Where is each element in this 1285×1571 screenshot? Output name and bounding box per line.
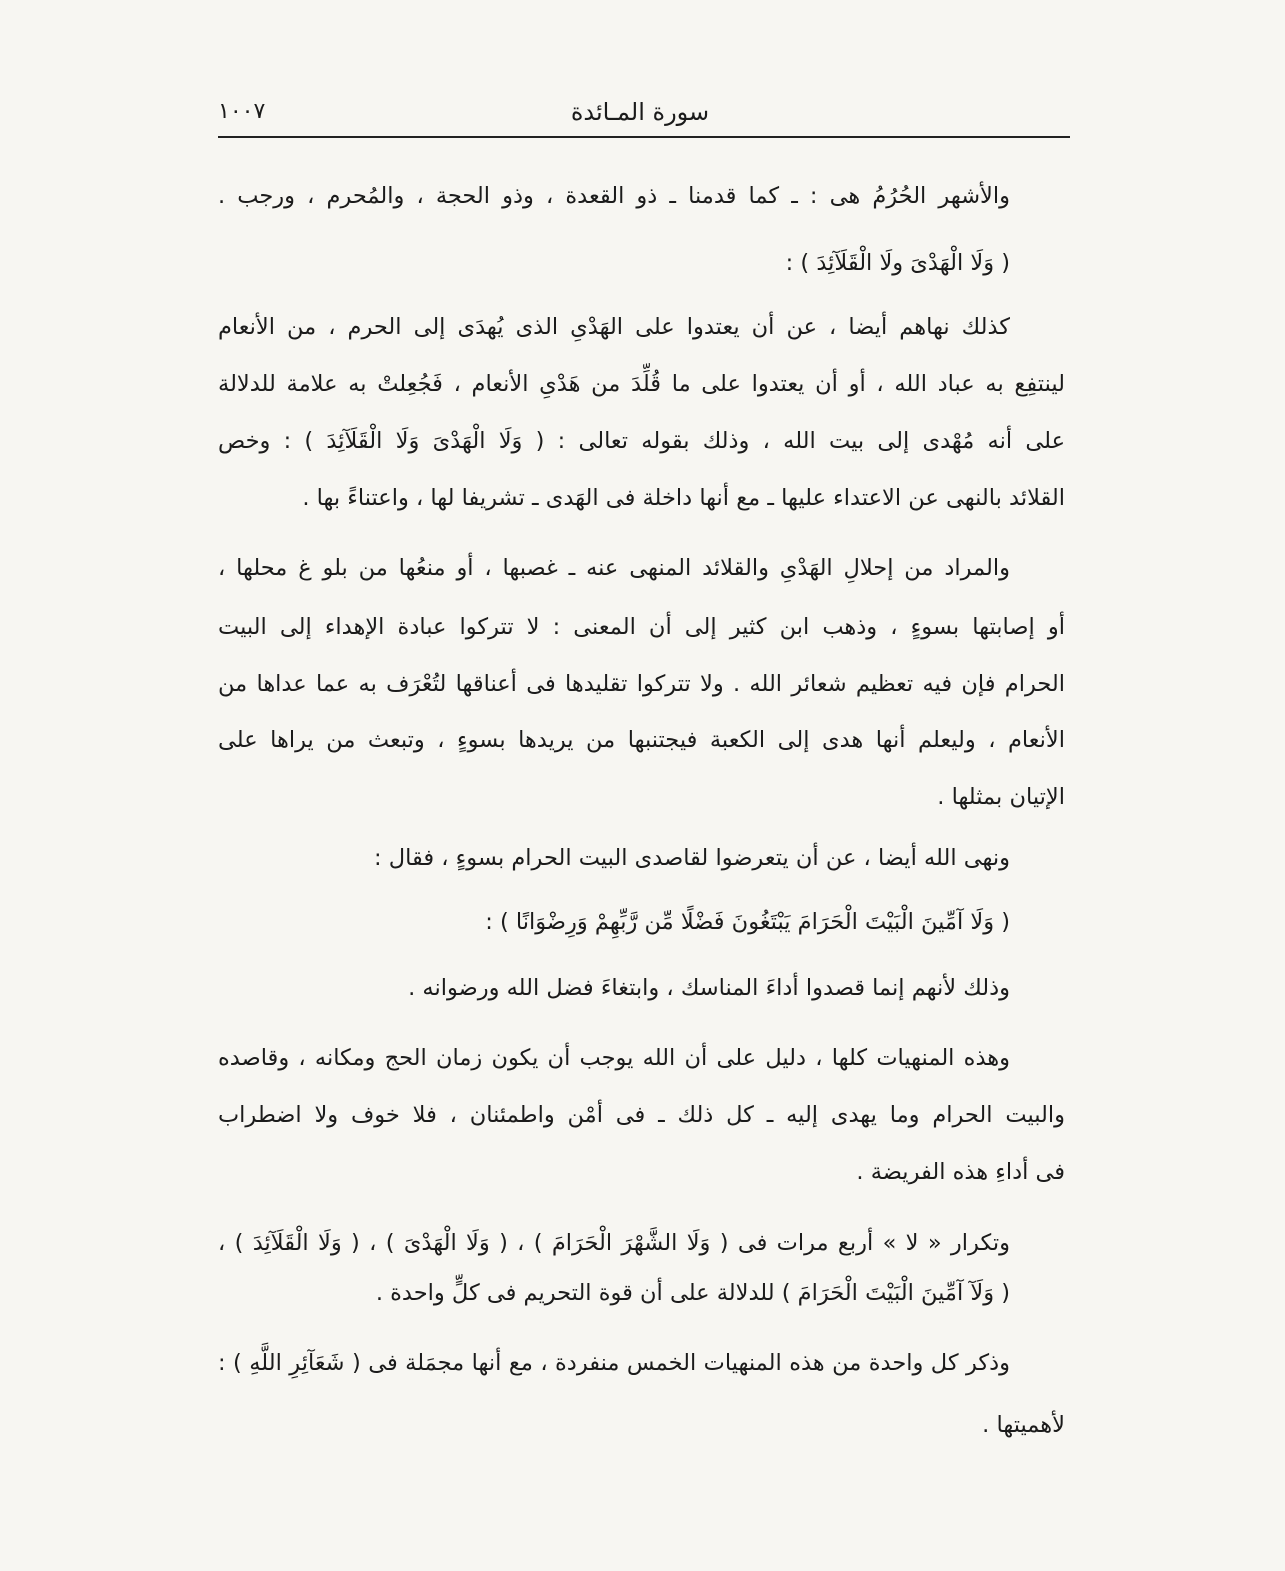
text-line: والأشهر الحُرُمُ هى : ـ كما قدمنا ـ ذو القعدة ، وذو الحجة ، والمُحرم ، ورجب . <box>218 183 1010 209</box>
text-line: وذكر كل واحدة من هذه المنهيات الخمس منفردة ، مع أنها مجمَلة فى ( شَعَآئِرِ اللَّهِ ) : <box>218 1350 1010 1376</box>
text-line: ( وَلَا الْهَدْىَ ولَا الْقَلَآئِدَ ) : <box>785 250 1010 276</box>
text-line: ( وَلَا آمِّينَ الْبَيْتَ الْحَرَامَ يَبْتَغُونَ فَضْلًا مِّن رَّبِّهِمْ وَرِضْوَانًا ) : <box>485 909 1010 935</box>
text-line: لأهميتها . <box>982 1412 1065 1438</box>
text-line: ( وَلَآ آمِّينَ الْبَيْتَ الْحَرَامَ ) للدلالة على أن قوة التحريم فى كلٍّ واحدة . <box>375 1280 1010 1306</box>
text-line: على أنه مُهْدى إلى بيت الله ، وذلك بقوله تعالى : ( وَلَا الْهَدْىَ وَلَا الْقَلَآئِدَ ) : وخص <box>218 428 1065 454</box>
page-number: ١٠٠٧ <box>218 99 266 124</box>
text-line: وتكرار « لا » أربع مرات فى ( وَلَا الشَّهْرَ الْحَرَامَ ) ، ( وَلَا الْهَدْىَ ) ، ( وَلَا الْقَلَآئِدَ ) ، <box>218 1230 1010 1256</box>
text-line: وذلك لأنهم إنما قصدوا أداءَ المناسك ، وابتغاءَ فضل الله ورضوانه . <box>408 975 1010 1001</box>
text-line: كذلك نهاهم أيضا ، عن أن يعتدوا على الهَدْىِ الذى يُهدَى إلى الحرم ، من الأنعام <box>218 314 1010 340</box>
running-title: سورة المـائدة <box>570 98 710 126</box>
text-line: والبيت الحرام وما يهدى إليه ـ كل ذلك ـ فى أمْن واطمئنان ، فلا خوف ولا اضطراب <box>218 1102 1065 1128</box>
text-line: الأنعام ، وليعلم أنها هدى إلى الكعبة فيجتنبها من يريدها بسوءٍ ، وتبعث من يراها على <box>218 727 1065 753</box>
header-rule <box>218 136 1070 138</box>
text-line: والمراد من إحلالِ الهَدْىِ والقلائد المنهى عنه ـ غصبها ، أو منعُها من بلو غ محلها ، <box>218 555 1010 581</box>
text-line: وهذه المنهيات كلها ، دليل على أن الله يوجب أن يكون زمان الحج ومكانه ، وقاصده <box>218 1045 1010 1071</box>
text-line: لينتفِع به عباد الله ، أو أن يعتدوا على ما قُلِّدَ من هَدْىِ الأنعام ، فَجُعِلتْ به علامة للدلالة <box>218 371 1065 397</box>
text-line: فى أداءِ هذه الفريضة . <box>856 1159 1065 1185</box>
text-line: ونهى الله أيضا ، عن أن يتعرضوا لقاصدى البيت الحرام بسوءٍ ، فقال : <box>374 845 1010 871</box>
text-line: أو إصابتها بسوءٍ ، وذهب ابن كثير إلى أن المعنى : لا تتركوا عبادة الإهداء إلى البيت <box>218 614 1065 640</box>
text-line: الحرام فإن فيه تعظيم شعائر الله . ولا تتركوا تقليدها فى أعناقها لتُعْرَف به عما عداها من <box>218 671 1065 697</box>
text-line: القلائد بالنهى عن الاعتداء عليها ـ مع أنها داخلة فى الهَدى ـ تشريفا لها ، واعتناءً بها . <box>302 485 1065 511</box>
text-line: الإتيان بمثلها . <box>937 784 1065 810</box>
